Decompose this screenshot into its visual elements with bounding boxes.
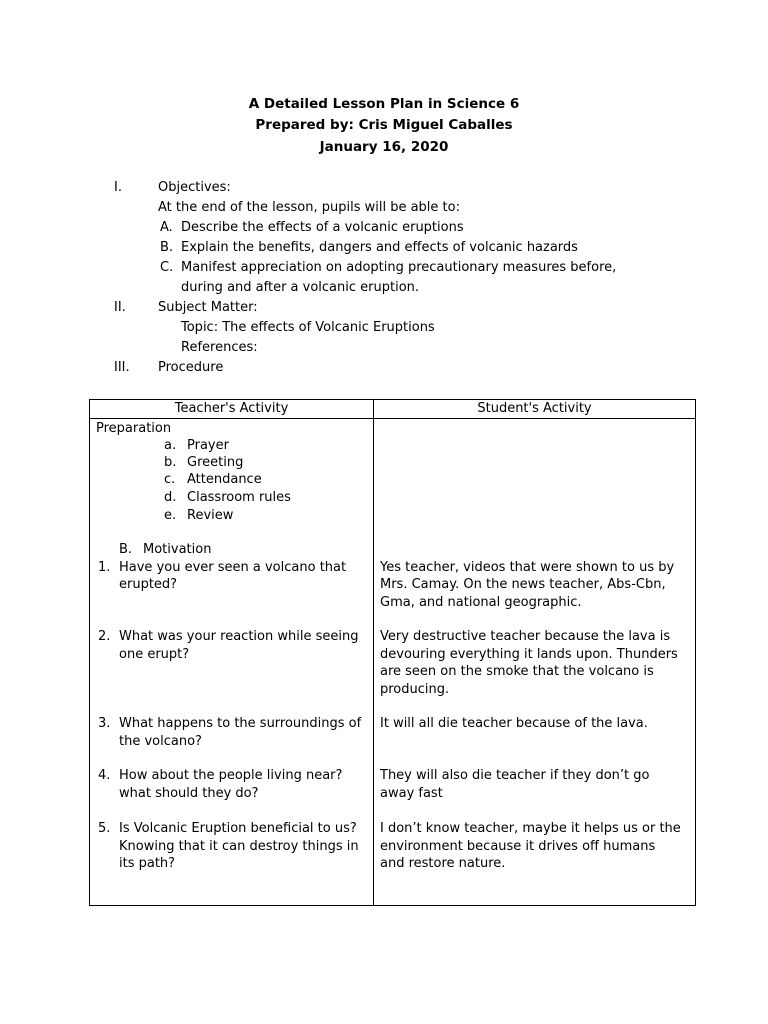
- question-number: 4.: [98, 768, 111, 783]
- preparation-item: Classroom rules: [187, 490, 291, 505]
- preparation-item: Review: [187, 508, 234, 523]
- subject-topic: Topic: The effects of Volcanic Eruptions: [181, 320, 435, 335]
- question-text: What happens to the surroundings of: [119, 716, 362, 731]
- answer-text: Very destructive teacher because the lava is: [380, 629, 671, 644]
- motivation-letter: B.: [119, 542, 133, 557]
- answer-text: devouring everything it lands upon. Thunders: [380, 647, 678, 662]
- student-activity-cell: [374, 419, 696, 906]
- section-title-objectives: Objectives:: [158, 180, 231, 195]
- teacher-activity-cell: [90, 419, 374, 906]
- question-text: How about the people living near?: [119, 768, 343, 783]
- answer-text: are seen on the smoke that the volcano is: [380, 664, 654, 679]
- question-text: what should they do?: [119, 786, 259, 801]
- section-title-procedure: Procedure: [158, 360, 224, 375]
- document-date: January 16, 2020: [319, 139, 449, 155]
- answer-text: Mrs. Camay. On the news teacher, Abs-Cbn,: [380, 577, 666, 592]
- objective-letter: A.: [160, 220, 173, 235]
- question-number: 5.: [98, 821, 111, 836]
- header-students-activity: Student's Activity: [374, 400, 696, 419]
- preparation-item: Prayer: [187, 438, 229, 453]
- objectives-intro: At the end of the lesson, pupils will be able to:: [158, 200, 460, 215]
- answer-text: and restore nature.: [380, 856, 506, 871]
- header-teachers-activity: Teacher's Activity: [90, 400, 374, 419]
- answer-text: Gma, and national geographic.: [380, 595, 582, 610]
- answer-text: away fast: [380, 786, 443, 801]
- preparation-item: Attendance: [187, 472, 262, 487]
- question-text: its path?: [119, 856, 176, 871]
- procedure-table: [89, 399, 696, 906]
- question-text: Is Volcanic Eruption beneficial to us?: [119, 821, 357, 836]
- question-text: Have you ever seen a volcano that: [119, 560, 347, 575]
- preparation-letter: a.: [164, 438, 177, 453]
- answer-text: environment because it drives off humans: [380, 839, 656, 854]
- section-title-subject-matter: Subject Matter:: [158, 300, 258, 315]
- answer-text: producing.: [380, 682, 450, 697]
- section-numeral-subject-matter: II.: [114, 300, 126, 315]
- objective-text-continued: during and after a volcanic eruption.: [181, 280, 420, 295]
- question-text: What was your reaction while seeing: [119, 629, 359, 644]
- question-text: Knowing that it can destroy things in: [119, 839, 359, 854]
- preparation-item: Greeting: [187, 455, 244, 470]
- question-text: the volcano?: [119, 734, 202, 749]
- objective-letter: B.: [160, 240, 174, 255]
- objective-text: Manifest appreciation on adopting precautionary measures before,: [181, 260, 617, 275]
- answer-text: It will all die teacher because of the lava.: [380, 716, 648, 731]
- section-numeral-objectives: I.: [114, 180, 122, 195]
- question-number: 3.: [98, 716, 111, 731]
- answer-text: I don’t know teacher, maybe it helps us or the: [380, 821, 681, 836]
- objective-text: Describe the effects of a volcanic eruptions: [181, 220, 464, 235]
- objective-text: Explain the benefits, dangers and effects of volcanic hazards: [181, 240, 578, 255]
- preparation-letter: c.: [164, 472, 176, 487]
- prepared-by: Prepared by: Cris Miguel Caballes: [255, 117, 513, 133]
- preparation-letter: b.: [164, 455, 177, 470]
- document-title: A Detailed Lesson Plan in Science 6: [248, 96, 520, 112]
- section-numeral-procedure: III.: [114, 360, 130, 375]
- question-text: erupted?: [119, 577, 178, 592]
- table-body-row: [90, 419, 696, 906]
- question-number: 2.: [98, 629, 111, 644]
- preparation-title: Preparation: [96, 421, 172, 436]
- subject-references: References:: [181, 340, 258, 355]
- preparation-letter: e.: [164, 508, 177, 523]
- answer-text: Yes teacher, videos that were shown to us by: [380, 560, 675, 575]
- preparation-letter: d.: [164, 490, 177, 505]
- objective-letter: C.: [160, 260, 174, 275]
- answer-text: They will also die teacher if they don’t go: [380, 768, 650, 783]
- motivation-title: Motivation: [143, 542, 212, 557]
- table-header-row: [90, 400, 696, 419]
- question-text: one erupt?: [119, 647, 190, 662]
- question-number: 1.: [98, 560, 111, 575]
